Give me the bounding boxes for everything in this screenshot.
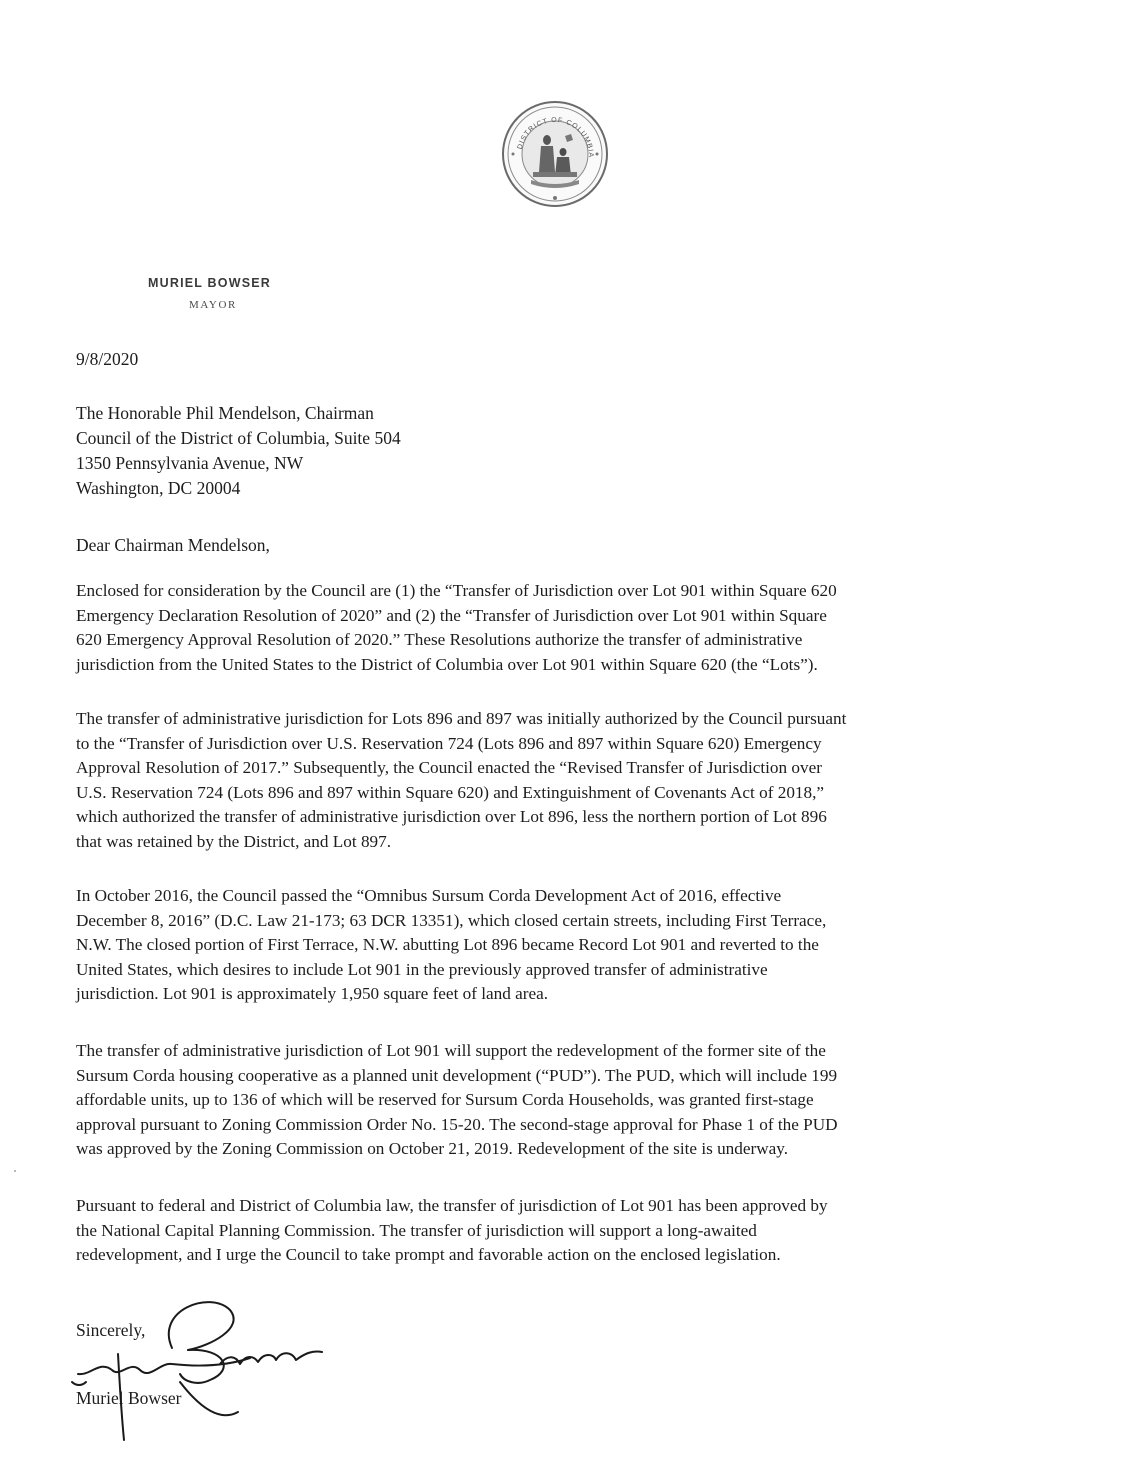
scan-speck [14, 1170, 16, 1172]
recipient-line: Washington, DC 20004 [76, 478, 241, 498]
paragraph-line: that was retained by the District, and Lot 897. [76, 831, 392, 851]
paragraph-line: In October 2016, the Council passed the “Omnibus Sursum Corda Development Act of 2016, effective [76, 886, 782, 905]
paragraph-line: December 8, 2016” (D.C. Law 21-173; 63 DCR 13351), which closed certain streets, including First Terrace, [76, 910, 827, 930]
body-paragraph-2 [76, 707, 1056, 854]
body-paragraph-3 [76, 884, 1056, 1007]
paragraph-line: Approval Resolution of 2017.” Subsequently, the Council enacted the “Revised Transfer of Jurisdiction over [76, 758, 822, 777]
paragraph-line: United States, which desires to include Lot 901 in the previously approved transfer of administrative [76, 959, 768, 979]
paragraph-line: Pursuant to federal and District of Columbia law, the transfer of jurisdiction of Lot 901 has been approved by [76, 1196, 828, 1215]
salutation: Dear Chairman Mendelson, [76, 535, 270, 555]
sender-title: MAYOR [189, 299, 237, 311]
paragraph-line: 620 Emergency Approval Resolution of 2020.” These Resolutions authorize the transfer of administrative [76, 630, 803, 649]
body-paragraph-5 [76, 1194, 1056, 1268]
paragraph-line: which authorized the transfer of administrative jurisdiction over Lot 896, less the northern portion of Lot 896 [76, 807, 827, 826]
recipient-line: 1350 Pennsylvania Avenue, NW [76, 453, 304, 473]
paragraph-line: The transfer of administrative jurisdiction for Lots 896 and 897 was initially authorized by the Council pursuant [76, 709, 847, 728]
closing: Sincerely, [76, 1320, 146, 1340]
paragraph-line: Sursum Corda housing cooperative as a planned unit development (“PUD”). The PUD, which will include 199 [76, 1065, 838, 1085]
paragraph-line: jurisdiction. Lot 901 is approximately 1,950 square feet of land area. [76, 984, 549, 1003]
paragraph-line: to the “Transfer of Jurisdiction over U.S. Reservation 724 (Lots 896 and 897 within Square 620) Emergency [76, 733, 822, 753]
district-of-columbia-seal-icon [501, 100, 609, 208]
paragraph-line: approval pursuant to Zoning Commission Order No. 15-20. The second-stage approval for Phase 1 of the PUD [76, 1114, 838, 1134]
recipient-line: Council of the District of Columbia, Suite 504 [76, 428, 401, 448]
handwritten-signature-icon [60, 1290, 350, 1450]
signer-name: Muriel Bowser [76, 1388, 182, 1408]
recipient-line: The Honorable Phil Mendelson, Chairman [76, 403, 374, 423]
letter-date: 9/8/2020 [76, 349, 139, 369]
paragraph-line: was approved by the Zoning Commission on October 21, 2019. Redevelopment of the site is underway. [76, 1139, 789, 1158]
paragraph-line: jurisdiction from the United States to the District of Columbia over Lot 901 within Square 620 (the “Lots”). [76, 654, 818, 674]
paragraph-line: affordable units, up to 136 of which will be reserved for Sursum Corda Households, was granted first-stage [76, 1090, 814, 1109]
body-paragraph-4 [76, 1039, 1056, 1162]
paragraph-line: Enclosed for consideration by the Council are (1) the “Transfer of Jurisdiction over Lot 901 within Square 620 [76, 581, 837, 600]
body-paragraph-1 [76, 579, 1056, 677]
sender-name: MURIEL BOWSER [148, 276, 272, 290]
paragraph-line: redevelopment, and I urge the Council to take prompt and favorable action on the enclosed legislation. [76, 1245, 781, 1264]
paragraph-line: The transfer of administrative jurisdiction of Lot 901 will support the redevelopment of the former site of the [76, 1041, 826, 1060]
paragraph-line: the National Capital Planning Commission. The transfer of jurisdiction will support a long-awaited [76, 1220, 757, 1240]
paragraph-line: N.W. The closed portion of First Terrace, N.W. abutting Lot 896 became Record Lot 901 and reverted to the [76, 935, 819, 954]
paragraph-line: Emergency Declaration Resolution of 2020” and (2) the “Transfer of Jurisdiction over Lot 901 within Square [76, 605, 827, 625]
paragraph-line: U.S. Reservation 724 (Lots 896 and 897 within Square 620) and Extinguishment of Covenants Act of 2018,” [76, 782, 825, 802]
svg-text:DISTRICT OF COLUMBIA: DISTRICT OF COLUMBIA [516, 116, 595, 159]
recipient-address [76, 401, 401, 501]
